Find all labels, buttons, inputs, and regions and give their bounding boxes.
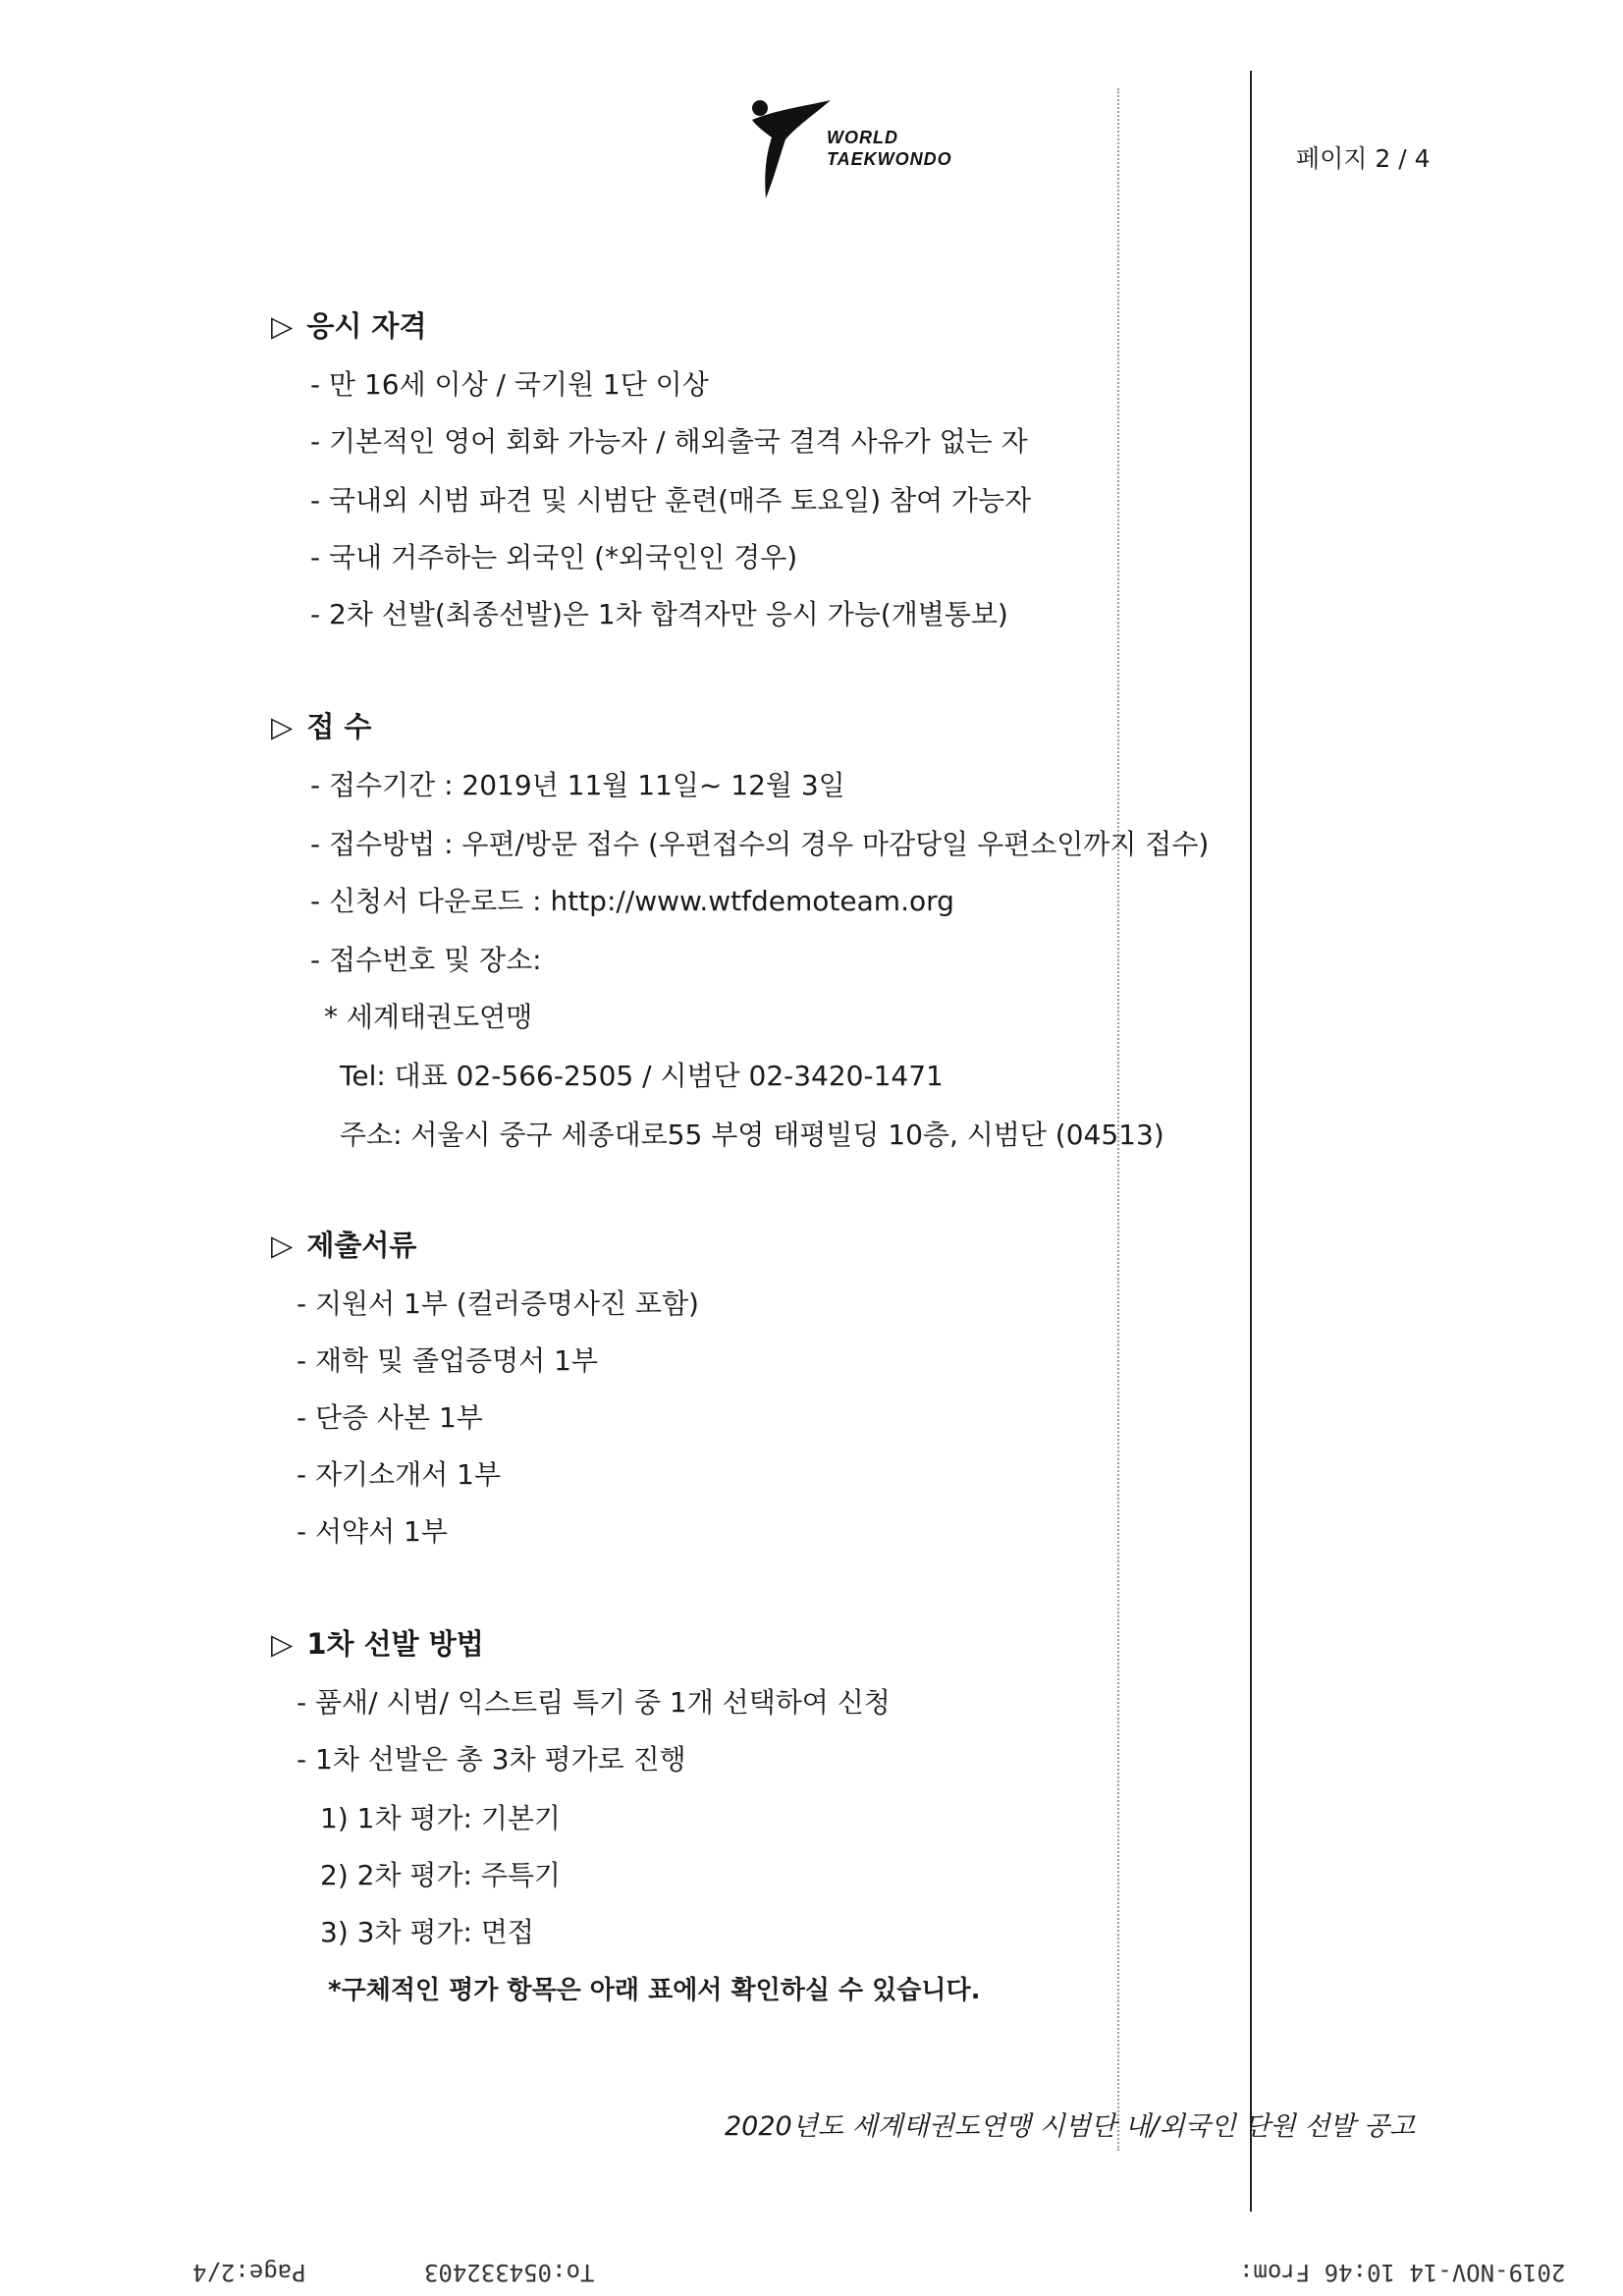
list-item: - 접수번호 및 장소:	[310, 944, 542, 976]
list-item: - 지원서 1부 (컬러증명사진 포함)	[297, 1287, 699, 1320]
section-title: 1차 선발 방법	[306, 1627, 484, 1661]
fax-date-stamp: 2019-NOV-14 10:46 From:	[1239, 2259, 1566, 2286]
section-heading-selection	[271, 1622, 484, 1663]
logo-text-taekwondo: TAEKWONDO	[827, 149, 952, 169]
list-item: - 단증 사본 1부	[297, 1401, 483, 1434]
scan-solid-line	[1250, 71, 1252, 2212]
evaluation-step: 3) 3차 평가: 면접	[320, 1916, 534, 1948]
list-item: - 국내외 시범 파견 및 시범단 훈련(매주 토요일) 참여 가능자	[310, 484, 1032, 517]
evaluation-step: 1) 1차 평가: 기본기	[320, 1802, 561, 1834]
list-item: - 신청서 다운로드 : http://www.wtfdemoteam.org	[310, 885, 954, 917]
contact-tel: Tel: 대표 02-566-2505 / 시범단 02-3420-1471	[340, 1060, 944, 1092]
section-title: 접 수	[306, 710, 372, 743]
fax-page-stamp: Page:2/4	[192, 2259, 306, 2286]
fax-to-stamp: To:054332403	[424, 2259, 595, 2286]
list-item: - 1차 선발은 총 3차 평가로 진행	[297, 1743, 686, 1776]
announcement-title: 2020년도 세계태권도연맹 시범단 내/외국인 단원 선발 공고	[725, 2111, 1416, 2142]
list-item: - 만 16세 이상 / 국기원 1단 이상	[310, 368, 709, 401]
logo-text-world: WORLD	[827, 128, 898, 147]
list-item: - 국내 거주하는 외국인 (*외국인인 경우)	[310, 541, 798, 574]
list-item: - 서약서 1부	[297, 1515, 448, 1548]
evaluation-note: *구체적인 평가 항목은 아래 표에서 확인하실 수 있습니다.	[328, 1976, 981, 2005]
section-heading-reception	[271, 705, 371, 745]
contact-address: 주소: 서울시 중구 세종대로55 부영 태평빌딩 10층, 시범단 (04513)	[340, 1119, 1164, 1151]
triangle-bullet-icon: ▷	[271, 309, 294, 343]
page-indicator: 페이지 2 / 4	[1296, 144, 1431, 173]
world-taekwondo-logo-icon	[746, 96, 835, 202]
list-item: - 자기소개서 1부	[297, 1458, 502, 1491]
section-title: 응시 자격	[306, 309, 427, 343]
list-item: - 2차 선발(최종선발)은 1차 합격자만 응시 가능(개별통보)	[310, 598, 1008, 630]
section-heading-documents	[271, 1224, 416, 1264]
list-item: - 재학 및 졸업증명서 1부	[297, 1344, 598, 1377]
evaluation-step: 2) 2차 평가: 주특기	[320, 1859, 561, 1891]
org-name: * 세계태권도연맹	[324, 1001, 533, 1033]
section-title: 제출서류	[306, 1229, 417, 1262]
triangle-bullet-icon: ▷	[271, 1627, 294, 1661]
list-item: - 기본적인 영어 회화 가능자 / 해외출국 결격 사유가 없는 자	[310, 425, 1028, 458]
section-heading-eligibility	[271, 304, 426, 345]
list-item: - 접수기간 : 2019년 11월 11일~ 12월 3일	[310, 769, 845, 801]
triangle-bullet-icon: ▷	[271, 1229, 294, 1262]
list-item: - 접수방법 : 우편/방문 접수 (우편접수의 경우 마감당일 우편소인까지 접수)	[310, 828, 1210, 860]
list-item: - 품새/ 시범/ 익스트림 특기 중 1개 선택하여 신청	[297, 1686, 891, 1719]
triangle-bullet-icon: ▷	[271, 710, 294, 743]
